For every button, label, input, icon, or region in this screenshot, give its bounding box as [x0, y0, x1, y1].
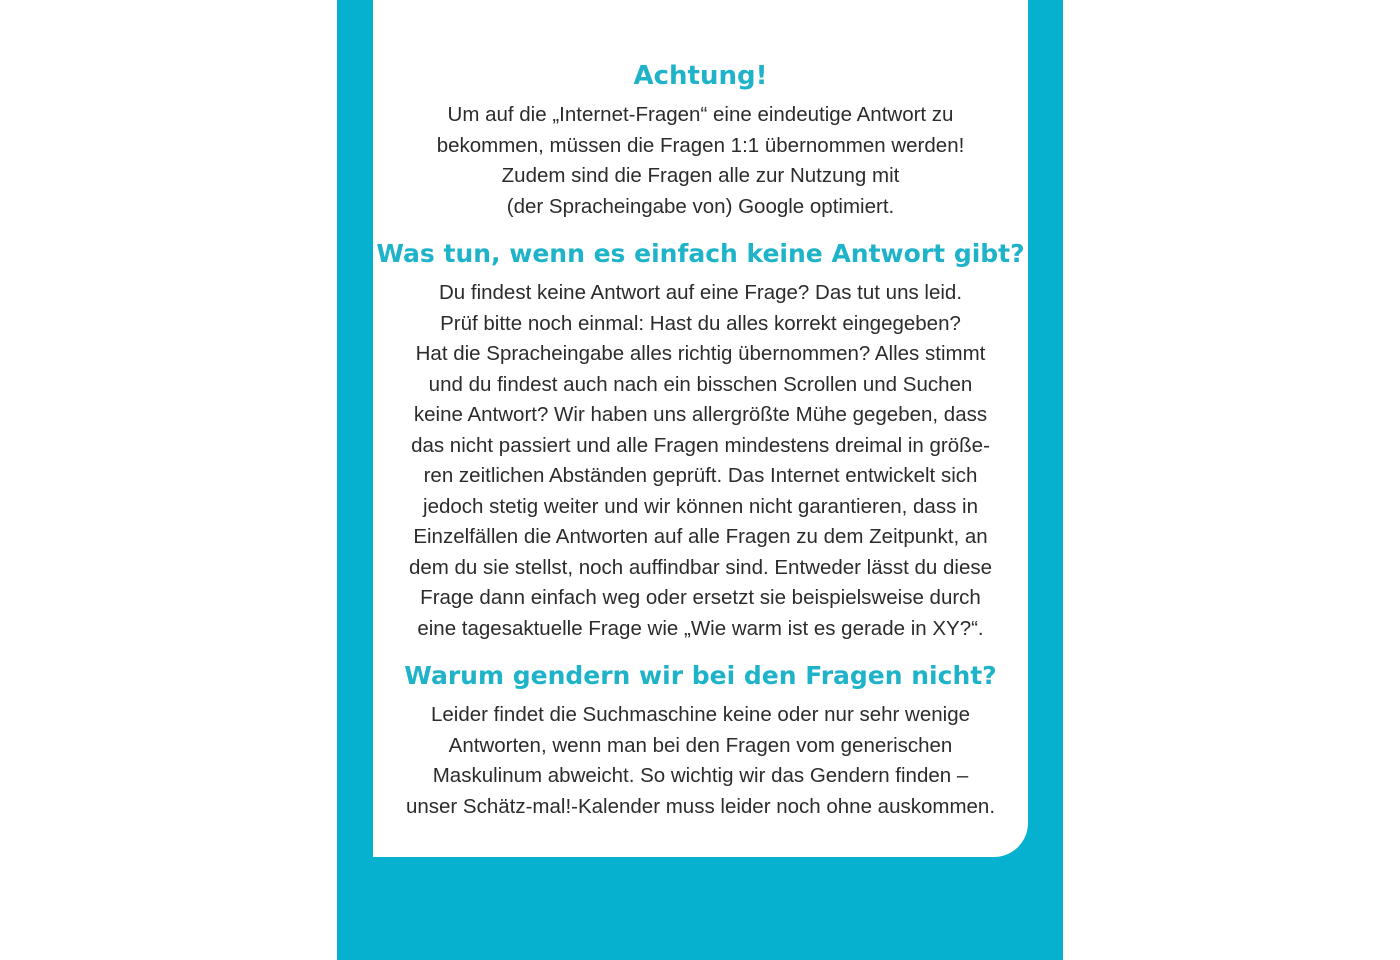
text-line: Zudem sind die Fragen alle zur Nutzung mit	[501, 164, 900, 187]
text-line: das nicht passiert und alle Fragen mindestens dreimal in größe-	[411, 433, 990, 457]
text-card	[373, 0, 1028, 857]
text-line: Leider findet die Suchmaschine keine oder nur sehr wenige	[430, 703, 971, 726]
text-line: keine Antwort? Wir haben uns allergrößte Mühe gegeben, dass	[413, 403, 988, 426]
paragraph-gendern	[373, 700, 1028, 822]
text-line: eine tagesaktuelle Frage wie „Wie warm ist es gerade in XY?“.	[417, 616, 984, 640]
paragraph-keine-antwort	[373, 278, 1028, 644]
text-line: Hat die Spracheingabe alles richtig übernommen? Alles stimmt	[415, 342, 986, 365]
text-line: Prüf bitte noch einmal: Hast du alles korrekt eingegeben?	[440, 311, 961, 335]
text-line: Frage dann einfach weg oder ersetzt sie beispielsweise durch	[420, 586, 981, 609]
paragraph-achtung	[373, 100, 1028, 222]
section-gendern	[373, 660, 1028, 822]
text-line: und du findest auch nach ein bisschen Scrollen und Suchen	[428, 372, 973, 396]
text-line: Antworten, wenn man bei den Fragen vom generischen	[448, 733, 953, 757]
text-line: unser Schätz-mal!-Kalender muss leider noch ohne auskommen.	[405, 794, 996, 818]
heading-keine-antwort: Was tun, wenn es einfach keine Antwort gibt?	[376, 239, 1025, 268]
text-line: (der Spracheingabe von) Google optimiert.	[506, 194, 895, 218]
text-line: Einzelfällen die Antworten auf alle Fragen zu dem Zeitpunkt, an	[413, 525, 988, 548]
heading-gendern: Warum gendern wir bei den Fragen nicht?	[404, 661, 997, 690]
text-line: Maskulinum abweicht. So wichtig wir das Gendern finden –	[432, 764, 969, 787]
section-achtung	[373, 60, 1028, 222]
text-line: bekommen, müssen die Fragen 1:1 übernommen werden!	[436, 133, 965, 157]
text-line: Du findest keine Antwort auf eine Frage? Das tut uns leid.	[438, 281, 963, 304]
text-line: Um auf die „Internet-Fragen“ eine eindeutige Antwort zu	[447, 103, 954, 126]
text-line: jedoch stetig weiter und wir können nicht garantieren, dass in	[423, 494, 978, 518]
section-keine-antwort	[373, 238, 1028, 644]
text-line: ren zeitlichen Abständen geprüft. Das Internet entwickelt sich	[423, 464, 978, 487]
heading-achtung: Achtung!	[633, 61, 768, 91]
text-line: dem du sie stellst, noch auffindbar sind. Entweder lässt du diese	[408, 555, 993, 579]
